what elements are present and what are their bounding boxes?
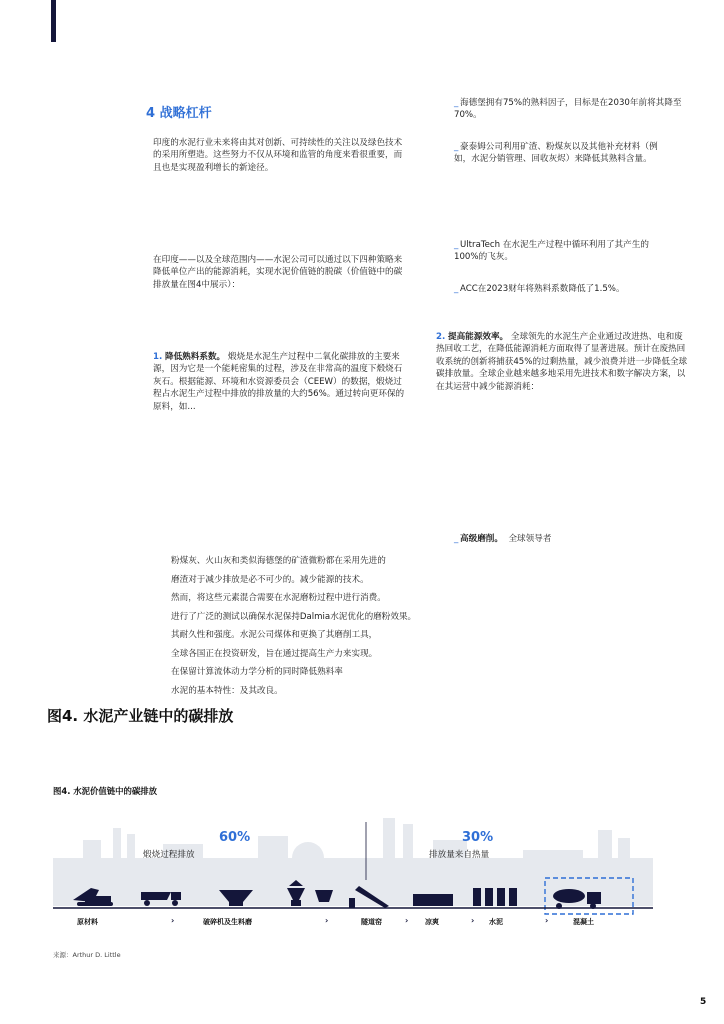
lever-1-number: 1.	[153, 352, 163, 362]
intro-paragraph: 印度的水泥行业未来将由其对创新、可持续性的关注以及绿色技术的采用所塑造。这些努力不仅从环境和监管的角度来看很重要，而且也是实现盈利增长的新途径。	[153, 138, 403, 173]
calcination-percentage: 60%	[219, 830, 251, 845]
bullet-dash-icon: _	[454, 98, 459, 108]
lever-1-text: 煅烧是水泥生产过程中二氧化碳排放的主要来源，因为它是一个能耗密集的过程，涉及在非常高的温度下煅烧石灰石。根据能源、环境和水资源委员会（CEEW）的数据，煅烧过程占水泥生产过程中排放的排放量的大约56%。通过转向更环保的原料，如...	[153, 352, 405, 412]
lever-1-paragraph	[153, 351, 409, 413]
middle-line: 其耐久性和强度。水泥公司煤体和更换了其磨削工具，	[171, 630, 378, 640]
stage-cooler: 凉爽	[425, 918, 439, 926]
lever-2-number: 2.	[436, 332, 446, 342]
stage-raw-materials: 原材料	[77, 918, 98, 926]
lever-2-title: 提高能源效率。	[447, 332, 509, 342]
value-chain-illustration	[53, 810, 653, 940]
figure-title: 图4. 水泥产业链中的碳排放	[47, 707, 234, 725]
stage-crusher-raw-mill: 破碎机及生料磨	[203, 918, 252, 926]
heat-percentage: 30%	[462, 830, 494, 845]
heat-label: 排放量来自热量	[429, 850, 490, 860]
bullet-advanced-grinding: _ 高级磨削。 全球领导者	[454, 534, 552, 544]
bullet-holcim: _ 豪泰姆公司利用矿渣、粉煤灰以及其他补充材料（例如，水泥分销管理、回收灰烬）来降低其熟料含量。	[454, 142, 658, 165]
stage-cement: 水泥	[489, 918, 503, 926]
bullet-acc: _ ACC在2023财年将熟料系数降低了1.5%。	[454, 284, 625, 294]
stage-concrete: 混凝土	[573, 918, 594, 926]
middle-line: 水泥的基本特性：及其改良。	[171, 685, 283, 696]
lever-2-text: 全球领先的水泥生产企业通过改进热、电和废热回收工艺，在降低能源消耗方面取得了显著进展。预计在废热回收系统的创新将捕获45%的过剩热量，减少浪费并进一步降低全球碳排放量。全球企业越来越多地采用先进技术和数字解决方案，以在其运营中减少能源消耗：	[436, 332, 688, 392]
lever-1-title: 降低熟料系数。	[164, 352, 226, 362]
section-heading: 4 战略杠杆	[146, 106, 212, 121]
top-accent-bar	[51, 0, 56, 42]
middle-line: 粉煤灰、火山灰和类似海德堡的矿渣微粉都在采用先进的	[171, 556, 386, 566]
middle-line: 然而，将这些元素混合需要在水泥磨粉过程中进行消费。	[171, 593, 386, 603]
chevron-right-icon: ›	[171, 916, 175, 925]
bullet-heidelberg: _ 海德堡拥有75%的熟料因子，目标是在2030年前将其降至70%。	[454, 98, 682, 121]
figure-source: 来源：Arthur D. Little	[53, 951, 121, 959]
bullet-ultratech: _ UltraTech 在水泥生产过程中循环利用了其产生的100%的飞灰。	[454, 240, 649, 263]
bullet-dash-icon: _	[454, 534, 459, 544]
value-chain-figure	[53, 810, 653, 940]
page-number: 5	[700, 997, 707, 1007]
middle-line: 在保留计算流体动力学分析的同时降低熟料率	[171, 667, 343, 677]
bullet-dash-icon: _	[454, 240, 459, 250]
middle-text-block	[171, 552, 491, 700]
chevron-right-icon: ›	[405, 916, 409, 925]
stage-kiln: 隧道窑	[361, 918, 382, 926]
chevron-right-icon: ›	[471, 916, 475, 925]
middle-line: 磨渣对于减少排放是必不可少的。减少能源的技术。	[171, 574, 369, 585]
figure-subtitle: 图4. 水泥价值链中的碳排放	[53, 786, 158, 796]
middle-line: 全球各国正在投资研发，旨在通过提高生产力来实现。	[171, 648, 378, 659]
lever-2-paragraph	[436, 331, 688, 393]
bullet-dash-icon: _	[454, 284, 459, 294]
levers-intro-paragraph: 在印度——以及全球范围内——水泥公司可以通过以下四种策略来降低单位产出的能源消耗，实现水泥价值链的脱碳（价值链中的碳排放量在图4中展示）：	[153, 255, 403, 290]
chevron-right-icon: ›	[325, 916, 329, 925]
bullet-dash-icon: _	[454, 142, 459, 152]
calcination-label: 煅烧过程排放	[143, 850, 195, 860]
middle-line: 进行了广泛的测试以确保水泥保持Dalmia水泥优化的磨粉效果。	[171, 611, 417, 622]
chevron-right-icon: ›	[545, 916, 549, 925]
